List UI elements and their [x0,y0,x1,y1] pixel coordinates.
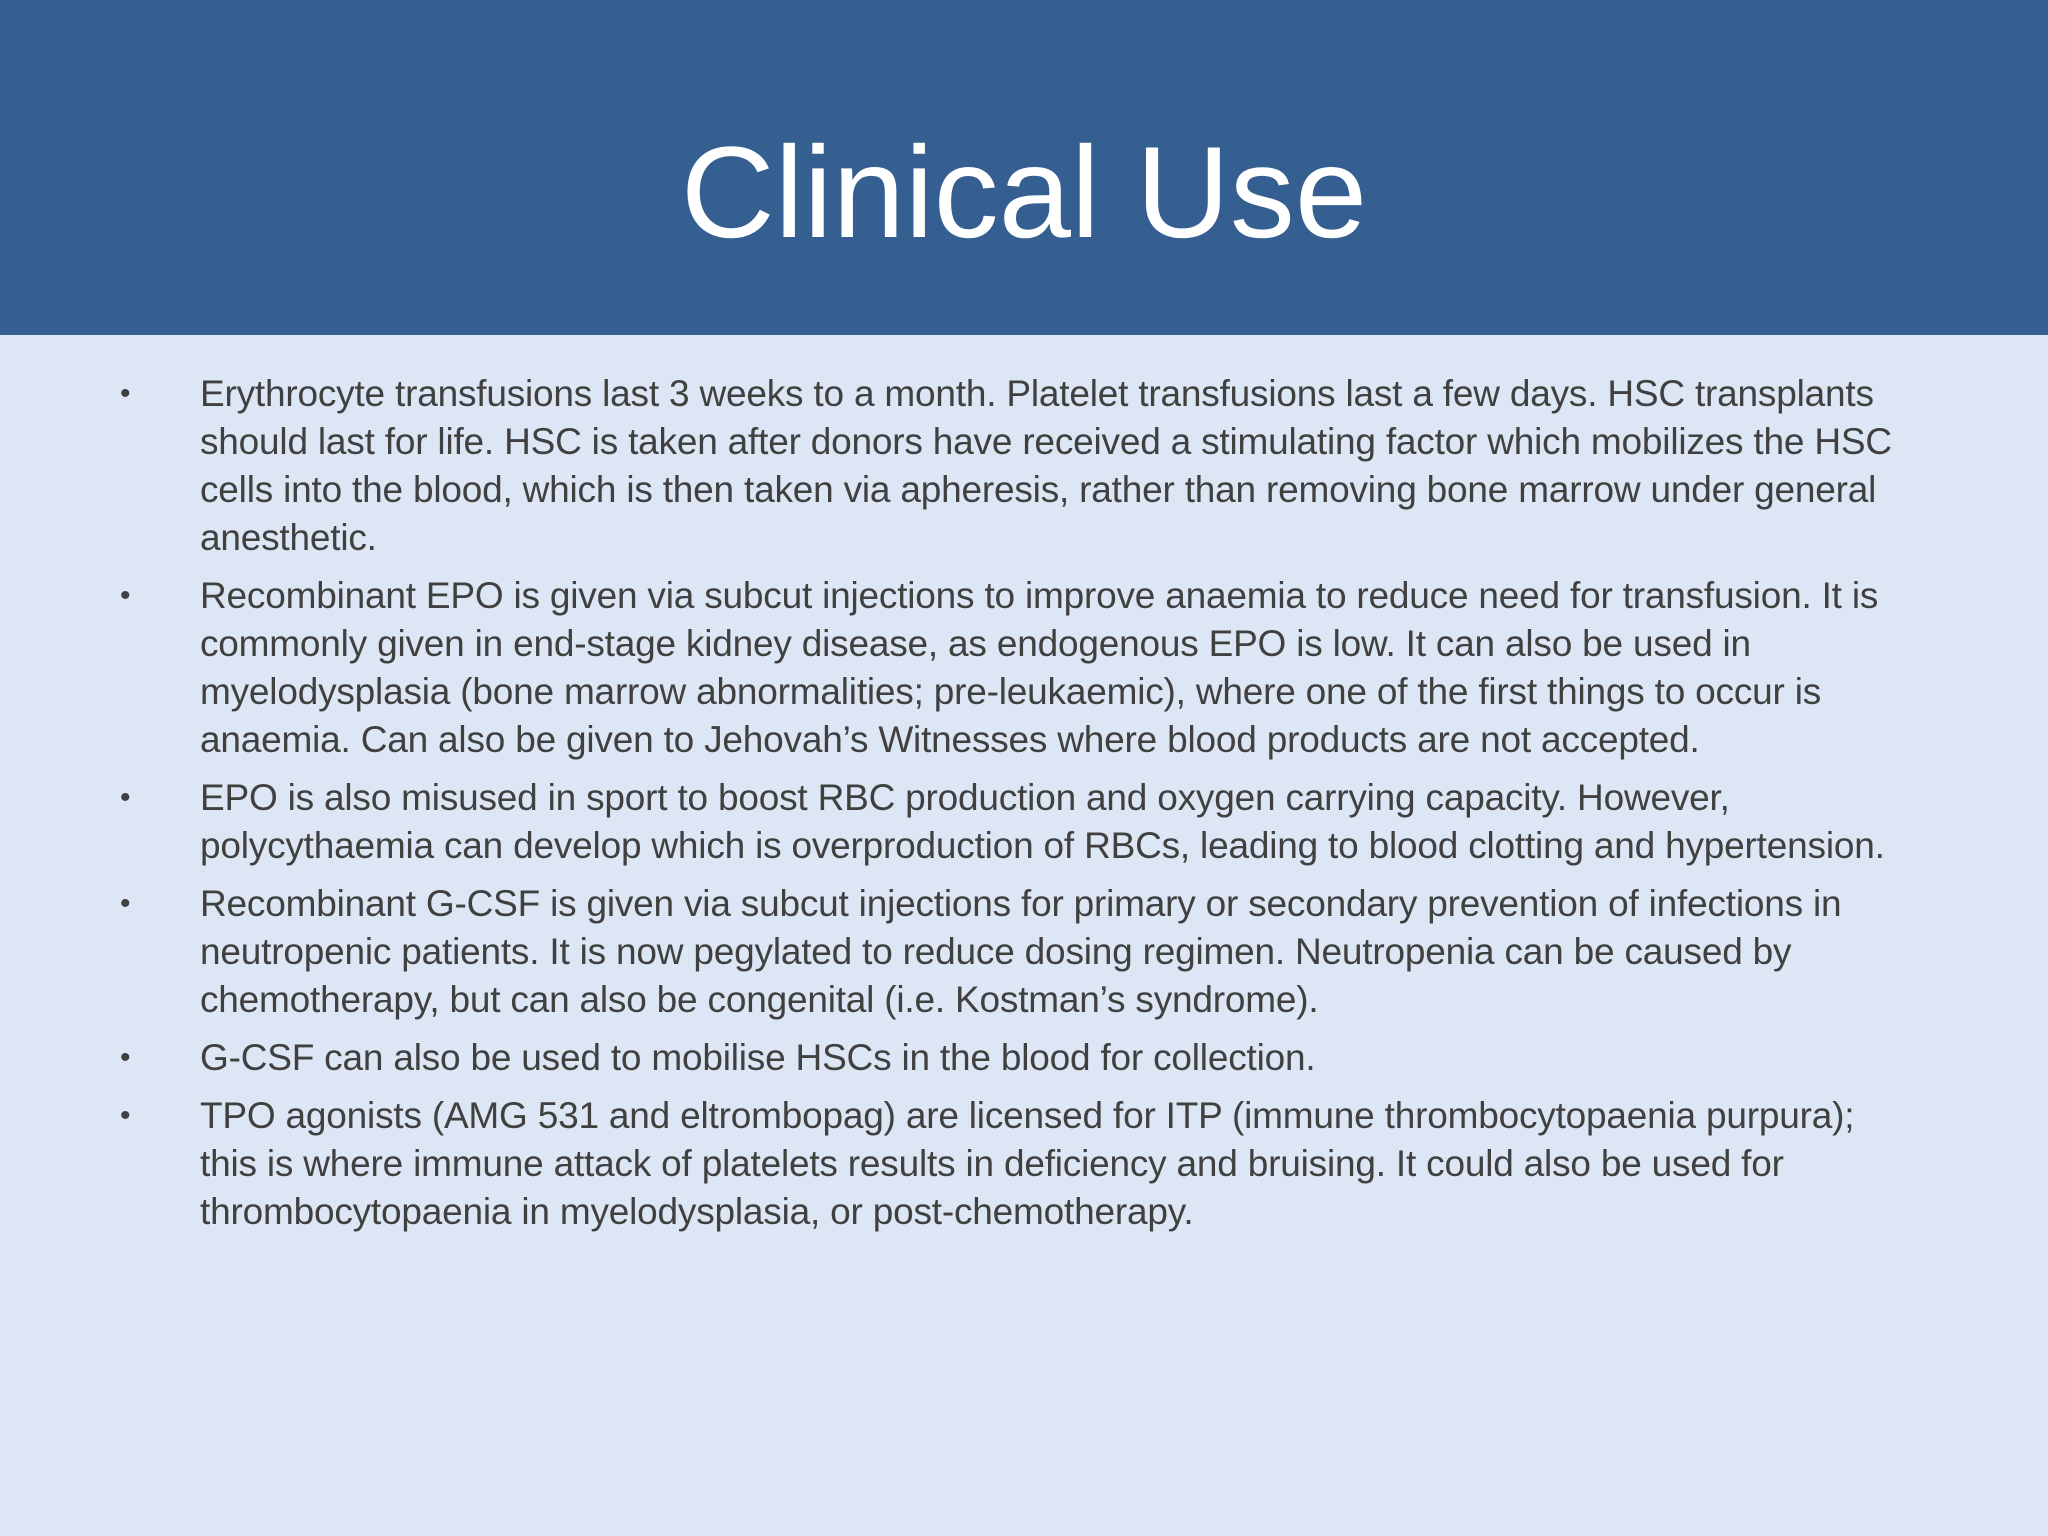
bullet-text: EPO is also misused in sport to boost RBC production and oxygen carrying capacity. However, polycythaemia can develop which is overproduction of RBCs, leading to blood clotting and hypertension. [200,777,1885,866]
list-item [0,1092,2048,1236]
bullet-icon: • [120,579,131,612]
bullet-icon: • [120,1099,131,1132]
bullet-icon: • [120,781,131,814]
list-item [0,572,2048,764]
bullet-text: Recombinant EPO is given via subcut injections to improve anaemia to reduce need for transfusion. It is commonly given in end-stage kidney disease, as endogenous EPO is low. It can also be used in myelodysplasia (bone marrow abnormalities; pre-leukaemic), where one of the first things to occur is anaemia. Can also be given to Jehovah’s Witnesses where blood products are not accepted. [200,575,1879,760]
bullet-text: Recombinant G-CSF is given via subcut injections for primary or secondary prevention of infections in neutropenic patients. It is now pegylated to reduce dosing regimen. Neutropenia can be caused by chemotherapy, but can also be congenital (i.e. Kostman’s syndrome). [200,883,1842,1020]
title-banner [0,0,2048,335]
bullet-text: Erythrocyte transfusions last 3 weeks to a month. Platelet transfusions last a few days. HSC transplants should last for life. HSC is taken after donors have received a stimulating factor which mobilizes the HSC cells into the blood, which is then taken via apheresis, rather than removing bone marrow under general anesthetic. [200,373,1892,558]
bullet-list [0,370,2048,1246]
list-item [0,1034,2048,1082]
list-item [0,774,2048,870]
bullet-icon: • [120,377,131,410]
bullet-text: G-CSF can also be used to mobilise HSCs in the blood for collection. [200,1037,1316,1078]
list-item [0,370,2048,562]
bullet-text: TPO agonists (AMG 531 and eltrombopag) are licensed for ITP (immune thrombocytopaenia purpura); this is where immune attack of platelets results in deficiency and bruising. It could also be used for thrombocytopaenia in myelodysplasia, or post-chemotherapy. [200,1095,1855,1232]
bullet-icon: • [120,1041,131,1074]
slide-title: Clinical Use [680,119,1368,265]
list-item [0,880,2048,1024]
bullet-icon: • [120,887,131,920]
